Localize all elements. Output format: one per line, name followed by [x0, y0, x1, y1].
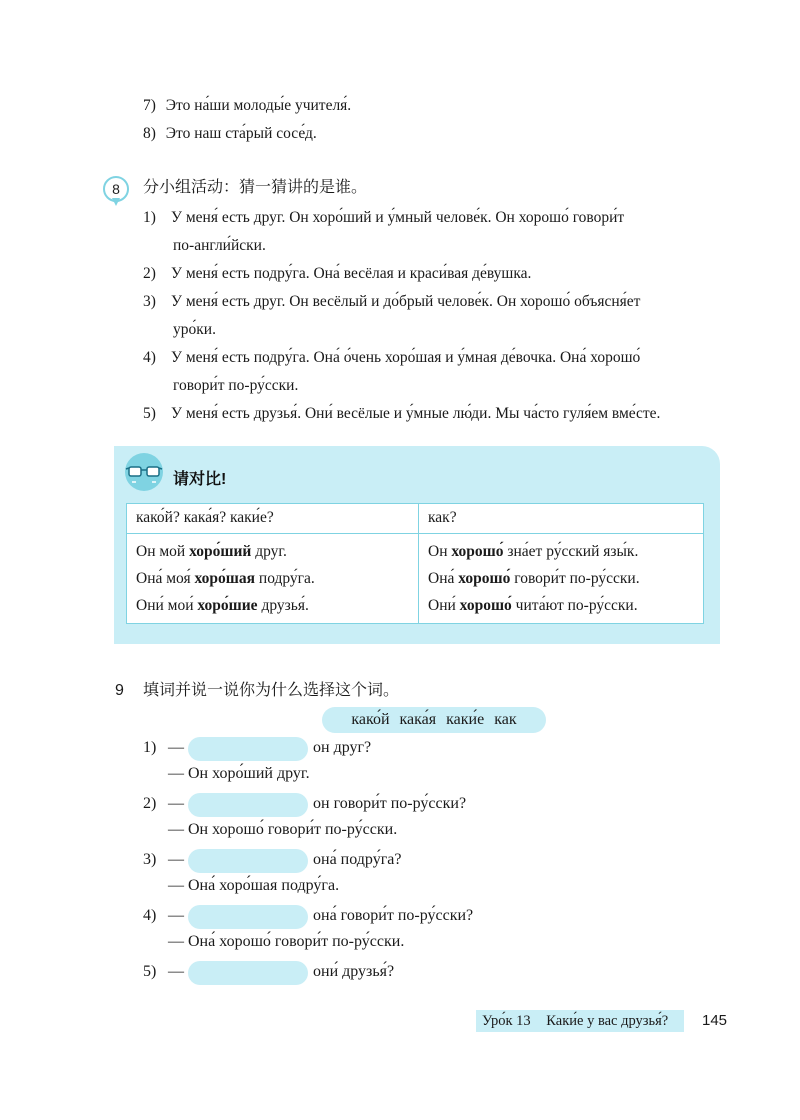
ex9-item-2-number: 2) — [143, 795, 157, 812]
ex9-blank-2[interactable] — [188, 793, 308, 817]
text: зна́ет ру́сский язы́к. — [503, 543, 639, 560]
compare-left-line — [136, 592, 409, 619]
compare-table — [126, 503, 704, 624]
ex8-item-1 — [143, 208, 721, 256]
top-item-7 — [143, 96, 351, 116]
compare-left-line — [136, 538, 409, 565]
compare-body-row — [127, 534, 704, 624]
item-line-1: У меня́ есть друзья́. Они́ весёлые и у́мные лю́ди. Мы ча́сто гуля́ем вме́сте. — [171, 405, 661, 422]
item-line-2: говори́т по-ру́сски. — [173, 377, 299, 394]
text: Она́ моя́ — [136, 570, 195, 587]
item-line-2: по-англи́йски. — [173, 237, 266, 254]
footer-lesson: Уро́к 13 — [482, 1013, 531, 1029]
bold-word: хорошо́ — [459, 597, 512, 614]
exercise-number: 8 — [103, 176, 129, 202]
compare-right-cell — [419, 534, 704, 624]
ex8-item-3 — [143, 292, 640, 340]
bold-word: хорошо́ — [451, 543, 504, 560]
top-item-8 — [143, 124, 317, 144]
item-line-1: У меня́ есть подру́га. Она́ о́чень хоро́шая и у́мная де́вочка. Она́ хорошо́ — [171, 349, 641, 366]
ex9-item-2-answer: — Он хорошо́ говори́т по-ру́сски. — [168, 821, 398, 838]
text: Он мой — [136, 543, 190, 560]
item-line-1: У меня́ есть подру́га. Она́ весёлая и краси́вая де́вушка. — [171, 265, 532, 282]
exercise-8-instruction: 分小组活动：猜一猜讲的是谁。 — [143, 179, 368, 196]
item-text: Это на́ши молоды́е учителя́. — [165, 97, 352, 114]
ex9-item-2-question: он говори́т по-ру́сски? — [313, 795, 467, 812]
badge-pin-icon — [112, 198, 120, 206]
item-number: 7) — [143, 97, 156, 114]
ex8-item-5 — [143, 404, 660, 424]
text: подру́га. — [255, 570, 315, 587]
bold-word: хоро́ший — [189, 543, 252, 560]
dash: — — [168, 795, 184, 812]
ex8-item-2 — [143, 264, 531, 284]
item-line-1: У меня́ есть друг. Он весёлый и до́брый челове́к. Он хорошо́ объясня́ет — [171, 293, 641, 310]
ex9-blank-3[interactable] — [188, 849, 308, 873]
item-line-1: У меня́ есть друг. Он хоро́ший и у́мный челове́к. Он хорошо́ говори́т — [171, 209, 625, 226]
exercise-8-badge — [103, 176, 129, 206]
item-number: 8) — [143, 125, 156, 142]
item-number: 2) — [143, 265, 156, 282]
text: Они́ — [428, 597, 460, 614]
compare-header-right: как? — [419, 504, 704, 534]
compare-title-text: 请对比 — [173, 471, 222, 488]
text: говори́т по-ру́сски. — [510, 570, 640, 587]
ex9-item-1-number: 1) — [143, 739, 157, 756]
page-number: 145 — [702, 1012, 728, 1029]
compare-left-line — [136, 565, 409, 592]
text: Они́ мои́ — [136, 597, 198, 614]
footer-lesson-bar — [476, 1010, 684, 1032]
ex9-item-5-number: 5) — [143, 963, 157, 980]
exercise-9-instruction: 填词并说一说你为什么选择这个词。 — [143, 682, 400, 699]
compare-header-row — [127, 504, 704, 534]
ex9-blank-4[interactable] — [188, 905, 308, 929]
compare-right-line — [428, 592, 694, 619]
text: друзья́. — [257, 597, 309, 614]
word-bank: како́й кака́я каки́е как — [322, 707, 546, 733]
ex9-blank-5[interactable] — [188, 961, 308, 985]
bold-word: хоро́шая — [194, 570, 256, 587]
compare-right-line — [428, 538, 694, 565]
ex9-blank-1[interactable] — [188, 737, 308, 761]
item-line-2: уро́ки. — [173, 321, 216, 338]
item-number: 4) — [143, 349, 156, 366]
glasses-icon — [122, 452, 166, 492]
exercise-9-number: 9 — [115, 682, 124, 699]
ex9-item-5-question: они́ друзья́? — [313, 963, 395, 980]
ex9-item-1-answer: — Он хоро́ший друг. — [168, 765, 310, 782]
compare-title — [173, 466, 226, 489]
compare-header-left: како́й? кака́я? каки́е? — [127, 504, 419, 534]
compare-right-line — [428, 565, 694, 592]
dash: — — [168, 907, 184, 924]
ex9-item-3-question: она́ подру́га? — [313, 851, 402, 868]
bold-word: хоро́шие — [197, 597, 258, 614]
text: Она́ — [428, 570, 459, 587]
ex8-item-4 — [143, 348, 640, 396]
text: Он — [428, 543, 452, 560]
text: друг. — [251, 543, 287, 560]
item-text: Это наш ста́рый сосе́д. — [165, 125, 317, 142]
dash: — — [168, 851, 184, 868]
ex9-item-1-question: он друг? — [313, 739, 372, 756]
compare-title-mark: ! — [221, 471, 227, 488]
item-number: 1) — [143, 209, 156, 226]
dash: — — [168, 739, 184, 756]
compare-left-cell — [127, 534, 419, 624]
ex9-item-3-number: 3) — [143, 851, 157, 868]
item-number: 3) — [143, 293, 156, 310]
text: чита́ют по-ру́сски. — [511, 597, 638, 614]
ex9-item-4-number: 4) — [143, 907, 157, 924]
item-number: 5) — [143, 405, 156, 422]
ex9-item-3-answer: — Она́ хоро́шая подру́га. — [168, 877, 340, 894]
footer-title: Каки́е у вас друзья́? — [546, 1013, 669, 1029]
ex9-item-4-answer: — Она́ хорошо́ говори́т по-ру́сски. — [168, 933, 405, 950]
ex9-item-4-question: она́ говори́т по-ру́сски? — [313, 907, 474, 924]
bold-word: хорошо́ — [458, 570, 511, 587]
dash: — — [168, 963, 184, 980]
